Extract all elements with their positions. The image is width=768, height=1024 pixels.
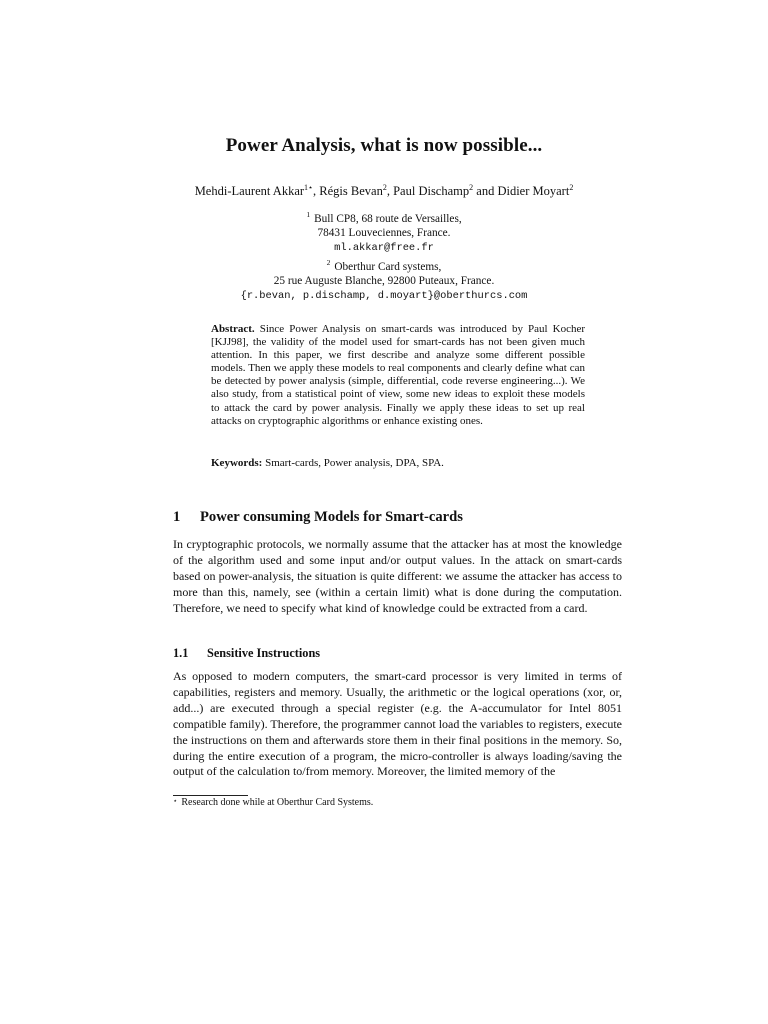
author-list bbox=[0, 183, 768, 199]
body-paragraph: As opposed to modern computers, the smart-card processor is very limited in terms of capabilities, registers and memory. Usually, the arithmetic or the logical operations (xor, or, add...) are executed through a special register (e.g. the A-accumulator for Intel 8051 compatible family). Therefore, the programmer cannot load the variables to registers, execute the instructions on them and afterwards store them in their final positions in the memory. So, during the entire execution of a program, the micro-controller is always loading/saving the output of the calculation to/from memory. Moreover, the limited memory of the bbox=[173, 669, 622, 779]
keywords bbox=[211, 457, 585, 469]
section-title: Power consuming Models for Smart-cards bbox=[200, 509, 463, 525]
abstract-label: Abstract. bbox=[211, 323, 255, 335]
affiliation-mark: 2 bbox=[382, 183, 387, 192]
author-separator: , bbox=[313, 184, 320, 199]
subsection-title: Sensitive Instructions bbox=[207, 646, 321, 660]
paper-title: Power Analysis, what is now possible... bbox=[225, 135, 543, 156]
affiliation-text: Oberthur Card systems, bbox=[334, 260, 442, 273]
footnote-mark: ⋆ bbox=[173, 797, 178, 805]
author-name: Mehdi-Laurent Akkar bbox=[194, 184, 305, 199]
author-email: ml.akkar@free.fr bbox=[334, 241, 434, 254]
abstract-text: Since Power Analysis on smart-cards was introduced by Paul Kocher [KJJ98], the validity of the model used for smart-cards has not been given much attention. In this paper, we first describe and analyze some different possible models. Then we apply these models to real components and clearly define what can be detected by power analysis (simple, differential, code reverse engineering...). We also study, from a statistical point of view, some new ideas to exploit these models to attack the card by power analysis. Finally we apply these ideas to set up real attacks on cryptographic algorithms or enhance existing ones. bbox=[211, 323, 586, 427]
footnote-rule bbox=[173, 795, 248, 796]
affiliation-mark: 1 bbox=[306, 210, 311, 219]
body-paragraph: In cryptographic protocols, we normally assume that the attacker has at most the knowledge of the algorithm used and some input and/or output values. In the attack on smart-cards based on power-analysis, the situation is quite different: we assume the attacker has access to more than this, namely, see (within a certain limit) what is done during the computation. Therefore, we need to specify what kind of knowledge could be extracted from a card. bbox=[173, 537, 622, 615]
affiliation-mark: 2 bbox=[469, 183, 474, 192]
subsection-number: 1.1 bbox=[173, 646, 189, 660]
affiliation-mark: 2 bbox=[326, 257, 331, 267]
affiliation-line: 78431 Louveciennes, France. bbox=[317, 227, 451, 240]
affiliation-mark: 1⋆ bbox=[304, 183, 314, 192]
section-heading bbox=[173, 509, 463, 526]
footnote bbox=[173, 797, 373, 808]
author-name: Régis Bevan bbox=[319, 184, 383, 199]
keywords-label: Keywords: bbox=[211, 457, 263, 469]
author-separator: , bbox=[386, 184, 394, 199]
affiliation-line bbox=[0, 208, 768, 226]
footnote-text: Research done while at Oberthur Card Systems. bbox=[181, 797, 374, 808]
section-number: 1 bbox=[173, 509, 181, 525]
author-name: Paul Dischamp bbox=[393, 184, 470, 199]
abstract bbox=[211, 323, 585, 428]
author-email: {r.bevan, p.dischamp, d.moyart}@oberthurcs.com bbox=[240, 289, 528, 302]
keywords-text: Smart-cards, Power analysis, DPA, SPA. bbox=[265, 457, 444, 469]
subsection-heading bbox=[173, 646, 320, 661]
author-separator: and bbox=[473, 184, 498, 199]
affiliation-line bbox=[0, 256, 768, 274]
affiliation-mark: 2 bbox=[569, 183, 574, 192]
affiliation-line: 25 rue Auguste Blanche, 92800 Puteaux, France. bbox=[273, 274, 495, 287]
affiliations bbox=[0, 208, 768, 303]
author-name: Didier Moyart bbox=[497, 184, 570, 199]
affiliation-text: Bull CP8, 68 route de Versailles, bbox=[314, 212, 462, 225]
